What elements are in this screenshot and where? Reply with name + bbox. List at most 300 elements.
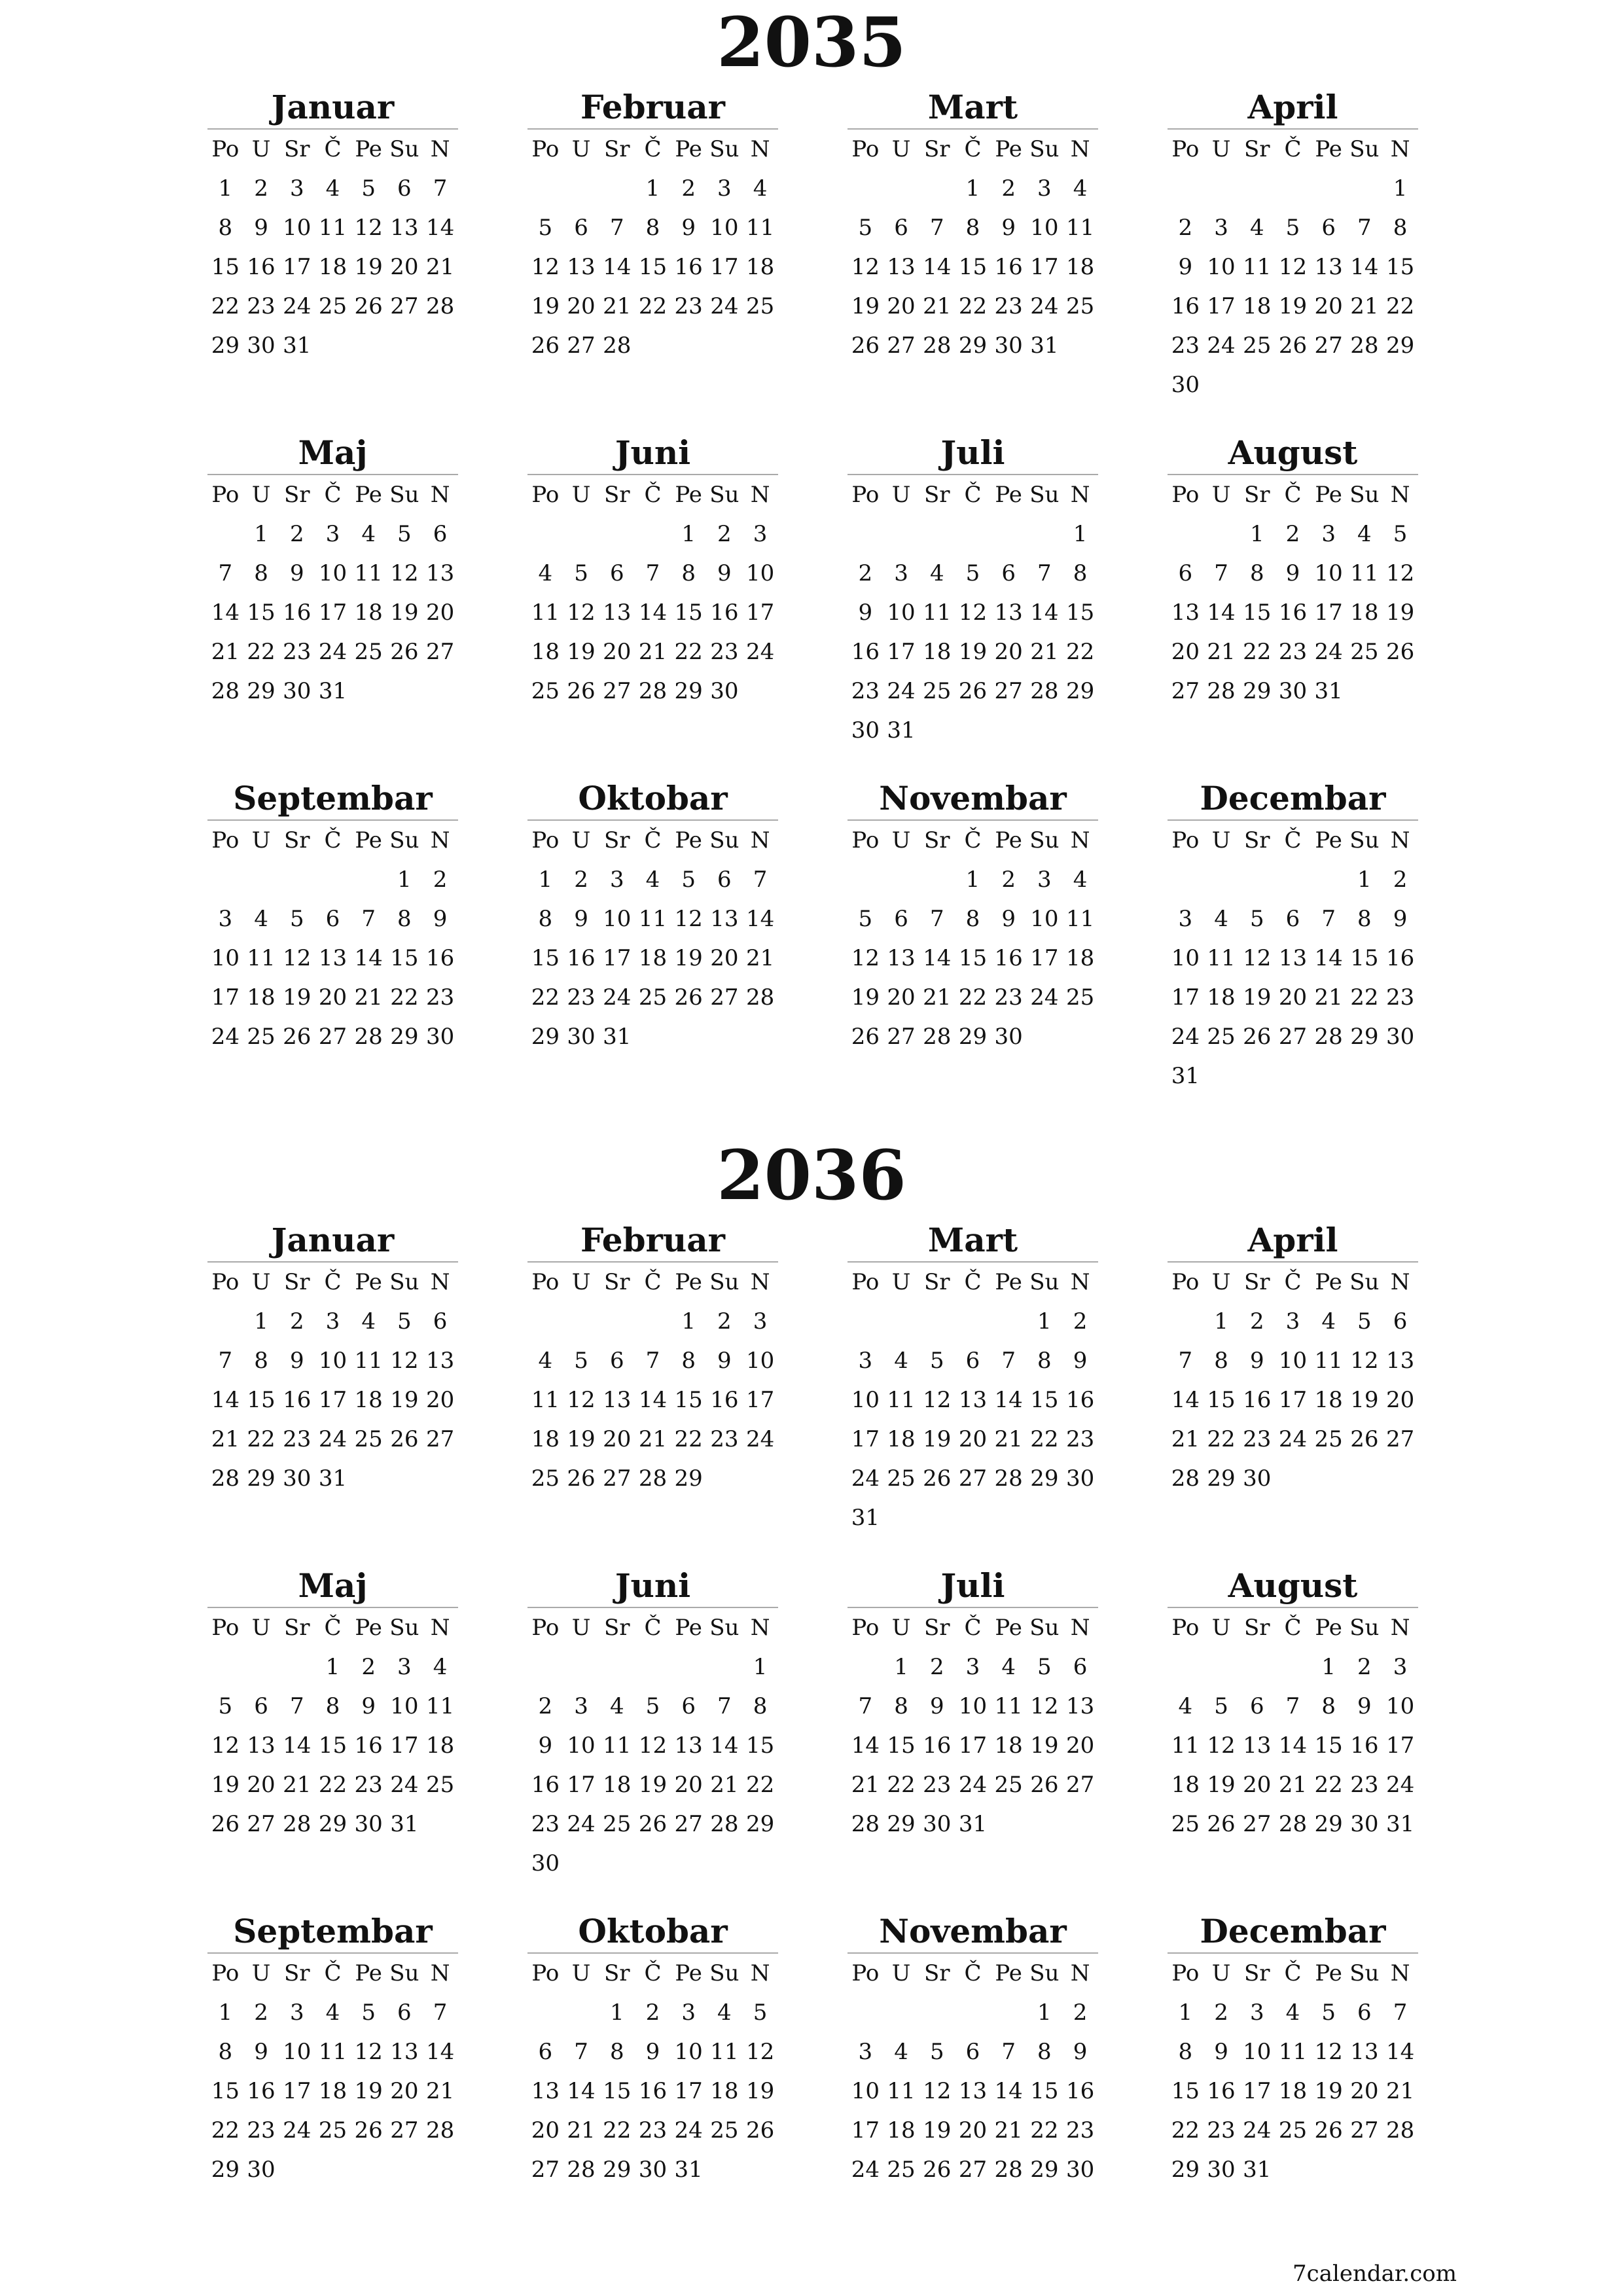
month-mart-2036: [847, 1219, 1098, 1565]
day-cell: 28: [994, 2157, 1023, 2183]
weekday-label: Po: [1171, 1269, 1200, 1295]
empty-day-cell: [527, 514, 563, 554]
day-cell: 18: [1243, 293, 1272, 319]
day-cell: 20: [1314, 293, 1343, 319]
empty-day-cell: [1382, 1056, 1418, 1096]
empty-day-cell: [1204, 1056, 1240, 1096]
day-cell: 18: [1171, 1772, 1200, 1798]
weekday-label: Č: [964, 136, 982, 162]
day-cell: 9: [645, 2039, 660, 2065]
day-cell: 21: [425, 2078, 455, 2104]
week-row: [207, 1302, 458, 1341]
day-cell: 18: [1065, 254, 1095, 280]
empty-day-cell: [1204, 860, 1240, 899]
day-cell: 5: [858, 906, 873, 932]
day-cell: 5: [574, 1348, 588, 1374]
week-row: [527, 672, 778, 711]
empty-day-cell: [955, 1302, 991, 1341]
day-cell: 15: [603, 2078, 632, 2104]
day-cell: 23: [994, 293, 1023, 319]
day-cell: 25: [745, 293, 775, 319]
day-cell: 4: [894, 1348, 908, 1374]
day-cell: 8: [894, 1693, 908, 1719]
weekday-label: N: [430, 1615, 450, 1641]
weekday-label: N: [1390, 1269, 1410, 1295]
day-cell: 27: [425, 639, 455, 665]
day-cell: 7: [574, 2039, 588, 2065]
day-cell: 22: [958, 984, 988, 1011]
day-cell: 19: [923, 1426, 952, 1452]
day-cell: 1: [681, 1308, 696, 1335]
day-cell: 15: [318, 1732, 348, 1759]
weekday-label: U: [891, 1960, 911, 1986]
month-days-table: [207, 819, 458, 1056]
day-cell: 28: [211, 678, 240, 704]
week-row: [207, 899, 458, 939]
day-cell: 20: [531, 2117, 560, 2144]
day-cell: 30: [710, 678, 739, 704]
empty-day-cell: [1275, 1056, 1311, 1096]
day-cell: 1: [1321, 1654, 1336, 1680]
day-cell: 7: [433, 175, 448, 202]
empty-day-cell: [422, 1804, 458, 1844]
empty-day-cell: [991, 711, 1027, 750]
day-cell: 28: [1350, 332, 1379, 359]
weekday-label: U: [891, 827, 911, 853]
day-cell: 24: [1207, 332, 1236, 359]
weekday-label: N: [1390, 1615, 1410, 1641]
day-cell: 17: [710, 254, 739, 280]
week-row: [207, 632, 458, 672]
day-cell: 3: [717, 175, 732, 202]
day-cell: 6: [609, 1348, 624, 1374]
empty-day-cell: [1275, 860, 1311, 899]
weekday-label: Po: [211, 1269, 240, 1295]
day-cell: 17: [1314, 600, 1343, 626]
week-row: [207, 1726, 458, 1765]
weekday-label: Č: [964, 1960, 982, 1986]
empty-day-cell: [991, 1302, 1027, 1341]
footer-site-link[interactable]: 7calendar.com: [1293, 2261, 1457, 2287]
day-cell: 12: [283, 945, 312, 971]
day-cell: 30: [851, 717, 880, 744]
weekday-label: N: [1390, 1960, 1410, 1986]
day-cell: 9: [1073, 2039, 1088, 2065]
day-cell: 11: [247, 945, 276, 971]
day-cell: 28: [425, 2117, 455, 2144]
day-cell: 13: [390, 215, 419, 241]
weekday-label: Su: [1349, 136, 1380, 162]
week-row: [527, 593, 778, 632]
weekday-label: Sr: [1243, 827, 1270, 853]
week-row: [847, 2150, 1098, 2189]
empty-day-cell: [1347, 169, 1383, 208]
weekday-label: U: [1211, 136, 1231, 162]
weekday-header-row: [207, 820, 458, 860]
day-cell: 16: [354, 1732, 383, 1759]
month-novembar-2035: [847, 778, 1098, 1123]
day-cell: 2: [858, 560, 873, 586]
empty-day-cell: [955, 514, 991, 554]
week-row: [847, 711, 1098, 750]
week-row: [527, 2072, 778, 2111]
day-cell: 23: [1243, 1426, 1272, 1452]
day-cell: 9: [254, 2039, 268, 2065]
day-cell: 3: [1321, 521, 1336, 547]
weekday-label: N: [1070, 482, 1090, 508]
week-row: [1168, 514, 1418, 554]
weekday-label: U: [1211, 827, 1231, 853]
day-cell: 2: [289, 521, 304, 547]
day-cell: 26: [354, 2117, 383, 2144]
day-cell: 15: [247, 1387, 276, 1413]
day-cell: 16: [1065, 2078, 1095, 2104]
weekday-label: Pe: [995, 136, 1022, 162]
day-cell: 16: [710, 1387, 739, 1413]
day-cell: 5: [1037, 1654, 1052, 1680]
day-cell: 27: [603, 678, 632, 704]
weekday-header-row: [847, 1607, 1098, 1647]
week-row: [1168, 939, 1418, 978]
weekday-label: U: [251, 1960, 271, 1986]
day-cell: 2: [1285, 521, 1300, 547]
weekday-label: Sr: [1243, 1960, 1270, 1986]
day-cell: 24: [1171, 1024, 1200, 1050]
empty-day-cell: [1347, 365, 1383, 404]
empty-day-cell: [919, 1302, 955, 1341]
weekday-header-row: [1168, 475, 1418, 514]
day-cell: 7: [753, 867, 768, 893]
day-cell: 8: [218, 215, 233, 241]
day-cell: 9: [1393, 906, 1408, 932]
day-cell: 1: [1249, 521, 1264, 547]
weekday-label: Pe: [995, 827, 1022, 853]
day-cell: 23: [247, 293, 276, 319]
day-cell: 16: [994, 254, 1023, 280]
weekday-header-row: [1168, 1953, 1418, 1993]
day-cell: 18: [1207, 984, 1236, 1011]
month-name: Septembar: [233, 1912, 433, 1950]
weekday-label: N: [1390, 136, 1410, 162]
weekday-header-row: [207, 475, 458, 514]
day-cell: 22: [745, 1772, 775, 1798]
day-cell: 10: [283, 2039, 312, 2065]
day-cell: 2: [1001, 175, 1016, 202]
day-cell: 1: [753, 1654, 768, 1680]
empty-day-cell: [599, 1844, 635, 1883]
day-cell: 10: [318, 560, 348, 586]
empty-day-cell: [599, 1302, 635, 1341]
day-cell: 1: [1178, 2000, 1193, 2026]
week-row: [1168, 978, 1418, 1017]
empty-day-cell: [847, 1647, 883, 1687]
day-cell: 2: [1214, 2000, 1228, 2026]
week-row: [1168, 1420, 1418, 1459]
day-cell: 15: [958, 945, 988, 971]
day-cell: 2: [1001, 867, 1016, 893]
day-cell: 29: [247, 1465, 276, 1492]
weekday-label: Su: [389, 1269, 419, 1295]
day-cell: 23: [1278, 639, 1308, 665]
day-cell: 8: [753, 1693, 768, 1719]
weekday-label: Po: [211, 1615, 240, 1641]
empty-day-cell: [387, 2150, 423, 2189]
week-row: [527, 247, 778, 287]
weekday-header-row: [847, 1262, 1098, 1302]
empty-day-cell: [671, 326, 707, 365]
day-cell: 9: [1249, 1348, 1264, 1374]
day-cell: 23: [283, 1426, 312, 1452]
day-cell: 10: [283, 215, 312, 241]
day-cell: 27: [531, 2157, 560, 2183]
weekday-header-row: [1168, 1262, 1418, 1302]
weekday-label: Po: [211, 136, 240, 162]
week-row: [847, 978, 1098, 1017]
weekday-label: U: [571, 482, 591, 508]
day-cell: 4: [325, 175, 340, 202]
day-cell: 23: [994, 984, 1023, 1011]
day-cell: 22: [318, 1772, 348, 1798]
day-cell: 15: [745, 1732, 775, 1759]
day-cell: 6: [894, 906, 908, 932]
day-cell: 6: [1001, 560, 1016, 586]
day-cell: 7: [1285, 1693, 1300, 1719]
empty-day-cell: [1275, 1459, 1311, 1498]
day-cell: 1: [1037, 2000, 1052, 2026]
day-cell: 31: [1314, 678, 1343, 704]
day-cell: 20: [887, 293, 916, 319]
day-cell: 28: [603, 332, 632, 359]
day-cell: 12: [1278, 254, 1308, 280]
day-cell: 10: [745, 560, 775, 586]
day-cell: 22: [1171, 2117, 1200, 2144]
week-row: [1168, 1341, 1418, 1380]
day-cell: 3: [681, 2000, 696, 2026]
day-cell: 8: [1357, 906, 1372, 932]
week-row: [847, 1302, 1098, 1341]
day-cell: 7: [433, 2000, 448, 2026]
day-cell: 3: [1178, 906, 1193, 932]
day-cell: 5: [753, 2000, 768, 2026]
day-cell: 27: [1350, 2117, 1379, 2144]
day-cell: 30: [923, 1811, 952, 1837]
day-cell: 22: [674, 639, 703, 665]
weekday-label: Pe: [355, 1960, 382, 1986]
empty-day-cell: [1168, 860, 1204, 899]
empty-day-cell: [1275, 1647, 1311, 1687]
day-cell: 6: [254, 1693, 268, 1719]
day-cell: 25: [1350, 639, 1379, 665]
weekday-label: Sr: [923, 482, 950, 508]
day-cell: 9: [681, 215, 696, 241]
day-cell: 18: [354, 600, 383, 626]
day-cell: 14: [1030, 600, 1059, 626]
day-cell: 24: [603, 984, 632, 1011]
weekday-label: N: [1070, 827, 1090, 853]
day-cell: 24: [211, 1024, 240, 1050]
day-cell: 16: [567, 945, 596, 971]
month-days-table: [527, 1952, 778, 2189]
day-cell: 28: [1314, 1024, 1343, 1050]
day-cell: 23: [531, 1811, 560, 1837]
day-cell: 25: [531, 1465, 560, 1492]
day-cell: 22: [1030, 1426, 1059, 1452]
day-cell: 3: [858, 1348, 873, 1374]
weekday-label: Sr: [283, 1269, 310, 1295]
day-cell: 15: [1030, 2078, 1059, 2104]
week-row: [207, 1687, 458, 1726]
day-cell: 1: [538, 867, 553, 893]
day-cell: 7: [609, 215, 624, 241]
day-cell: 23: [247, 2117, 276, 2144]
day-cell: 18: [887, 2117, 916, 2144]
day-cell: 21: [710, 1772, 739, 1798]
weekday-label: Č: [644, 1615, 662, 1641]
day-cell: 22: [1243, 639, 1272, 665]
day-cell: 17: [745, 1387, 775, 1413]
weekday-label: Po: [851, 1615, 880, 1641]
empty-day-cell: [1311, 1459, 1347, 1498]
day-cell: 3: [218, 906, 233, 932]
day-cell: 28: [425, 293, 455, 319]
day-cell: 2: [717, 521, 732, 547]
day-cell: 25: [603, 1811, 632, 1837]
empty-day-cell: [1239, 1056, 1275, 1096]
day-cell: 11: [318, 215, 348, 241]
day-cell: 18: [1065, 945, 1095, 971]
day-cell: 19: [354, 2078, 383, 2104]
week-row: [527, 1993, 778, 2032]
empty-day-cell: [1311, 365, 1347, 404]
day-cell: 14: [603, 254, 632, 280]
week-row: [1168, 1302, 1418, 1341]
weekday-label: Č: [1284, 136, 1302, 162]
day-cell: 29: [958, 332, 988, 359]
weekday-label: N: [430, 482, 450, 508]
day-cell: 12: [1350, 1348, 1379, 1374]
month-days-table: [1168, 128, 1418, 404]
day-cell: 12: [567, 600, 596, 626]
weekday-label: Su: [389, 1960, 419, 1986]
weekday-label: U: [891, 482, 911, 508]
day-cell: 8: [254, 1348, 268, 1374]
day-cell: 20: [390, 2078, 419, 2104]
day-cell: 26: [745, 2117, 775, 2144]
day-cell: 17: [887, 639, 916, 665]
day-cell: 26: [567, 1465, 596, 1492]
day-cell: 26: [958, 678, 988, 704]
day-cell: 18: [318, 254, 348, 280]
month-maj-2035: [207, 432, 458, 778]
day-cell: 24: [1385, 1772, 1415, 1798]
day-cell: 6: [433, 521, 448, 547]
weekday-label: N: [1070, 1615, 1090, 1641]
day-cell: 15: [674, 1387, 703, 1413]
day-cell: 24: [1030, 984, 1059, 1011]
week-row: [527, 208, 778, 247]
day-cell: 17: [1207, 293, 1236, 319]
day-cell: 14: [638, 1387, 668, 1413]
empty-day-cell: [563, 1844, 599, 1883]
month-name: August: [1228, 1566, 1358, 1605]
week-row: [527, 1687, 778, 1726]
month-days-table: [207, 128, 458, 365]
day-cell: 5: [218, 1693, 233, 1719]
day-cell: 27: [1171, 678, 1200, 704]
day-cell: 14: [1278, 1732, 1308, 1759]
weekday-label: Su: [1349, 1269, 1380, 1295]
day-cell: 7: [1321, 906, 1336, 932]
day-cell: 14: [1207, 600, 1236, 626]
day-cell: 8: [1073, 560, 1088, 586]
empty-day-cell: [599, 169, 635, 208]
empty-day-cell: [1239, 365, 1275, 404]
day-cell: 11: [1314, 1348, 1343, 1374]
month-name: Juni: [615, 433, 691, 472]
empty-day-cell: [422, 672, 458, 711]
day-cell: 10: [211, 945, 240, 971]
empty-day-cell: [1062, 711, 1098, 750]
day-cell: 22: [211, 2117, 240, 2144]
weekday-label: N: [750, 136, 770, 162]
day-cell: 19: [638, 1772, 668, 1798]
day-cell: 4: [1178, 1693, 1193, 1719]
day-cell: 11: [1243, 254, 1272, 280]
day-cell: 29: [674, 1465, 703, 1492]
day-cell: 17: [318, 1387, 348, 1413]
day-cell: 15: [1350, 945, 1379, 971]
day-cell: 8: [681, 1348, 696, 1374]
day-cell: 20: [958, 2117, 988, 2144]
day-cell: 27: [425, 1426, 455, 1452]
day-cell: 19: [211, 1772, 240, 1798]
day-cell: 14: [710, 1732, 739, 1759]
week-row: [1168, 2032, 1418, 2072]
day-cell: 24: [887, 678, 916, 704]
day-cell: 7: [289, 1693, 304, 1719]
day-cell: 10: [1207, 254, 1236, 280]
day-cell: 6: [681, 1693, 696, 1719]
day-cell: 13: [1171, 600, 1200, 626]
day-cell: 19: [567, 639, 596, 665]
empty-day-cell: [991, 514, 1027, 554]
month-name: Septembar: [233, 779, 433, 817]
day-cell: 3: [289, 175, 304, 202]
weekday-label: Po: [211, 1960, 240, 1986]
weekday-label: Pe: [1315, 1960, 1342, 1986]
month-name: Januar: [271, 88, 395, 126]
day-cell: 23: [283, 639, 312, 665]
weekday-header-row: [1168, 1607, 1418, 1647]
week-row: [207, 2150, 458, 2189]
month-name: April: [1247, 88, 1338, 126]
day-cell: 22: [531, 984, 560, 1011]
day-cell: 26: [674, 984, 703, 1011]
day-cell: 14: [1314, 945, 1343, 971]
day-cell: 10: [851, 1387, 880, 1413]
month-juni-2035: [527, 432, 778, 778]
day-cell: 11: [1278, 2039, 1308, 2065]
day-cell: 30: [247, 2157, 276, 2183]
weekday-label: Su: [709, 1269, 740, 1295]
day-cell: 2: [1178, 215, 1193, 241]
empty-day-cell: [1347, 1056, 1383, 1096]
weekday-label: U: [1211, 1960, 1231, 1986]
day-cell: 27: [1278, 1024, 1308, 1050]
day-cell: 3: [1037, 175, 1052, 202]
day-cell: 14: [354, 945, 383, 971]
week-row: [527, 1341, 778, 1380]
